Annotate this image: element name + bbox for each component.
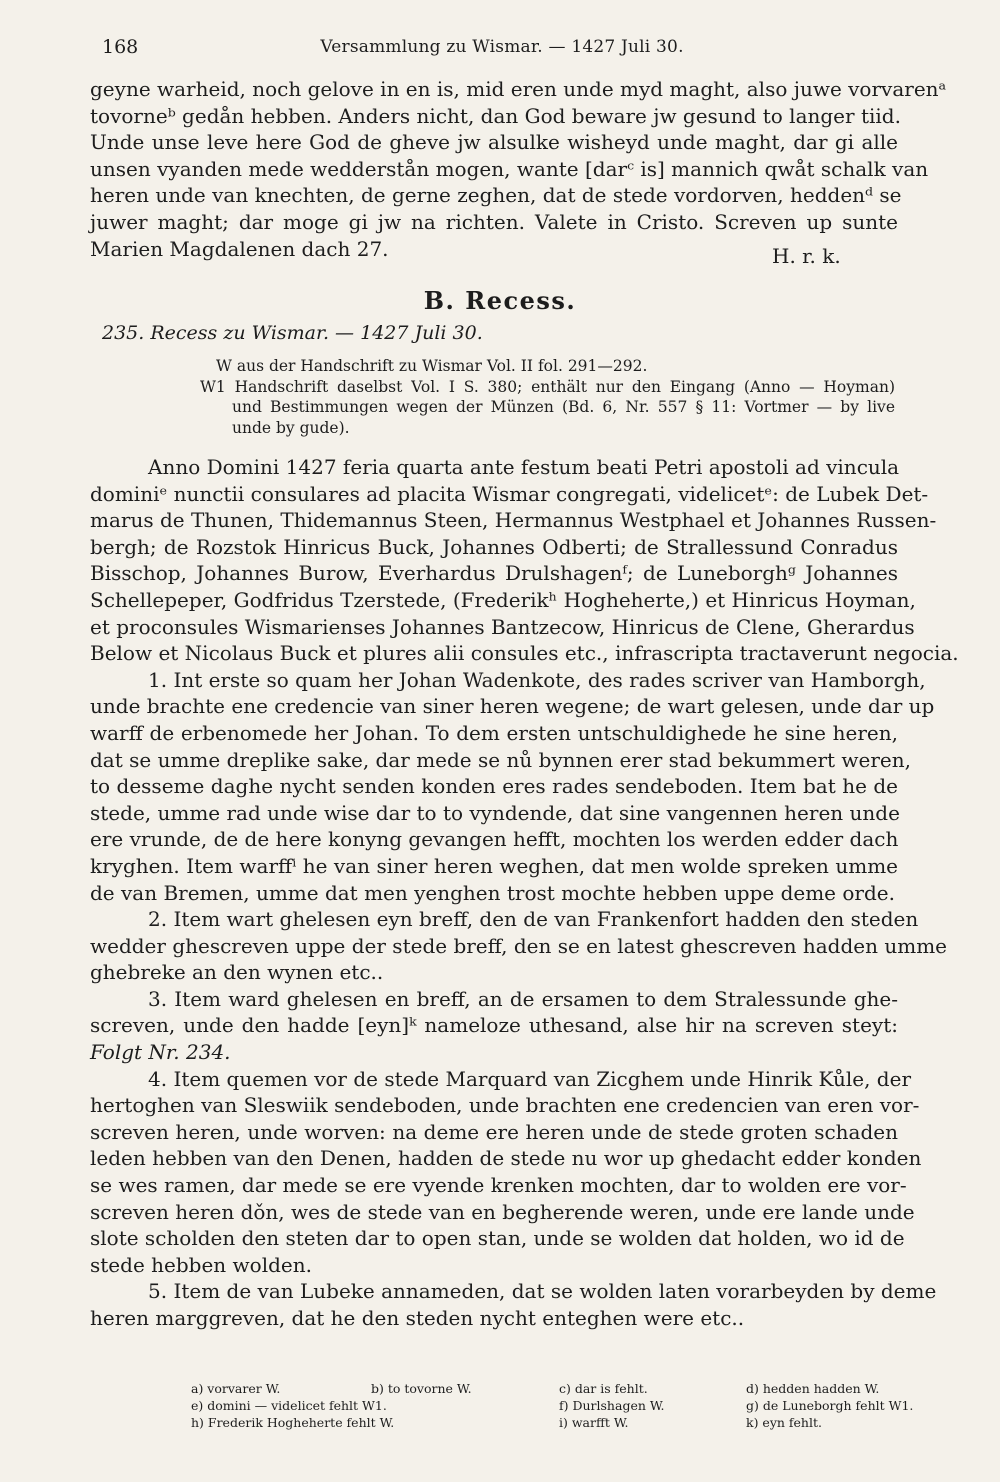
text-line: unde brachte ene credencie van siner heren wegene; de wart gelesen, unde dar up [90,694,935,719]
text-line: 4. Item quemen vor de stede Marquard van Zicghem unde Hinrik Kůle, der [148,1066,912,1091]
footnote-row [191,1397,914,1414]
footnote: e) domini — videlicet fehlt W1. [191,1398,387,1414]
footnote: k) eyn fehlt. [746,1415,822,1431]
footnote: i) warfft W. [559,1415,629,1431]
entry-title: Recess zu Wismar. — 1427 Juli 30. [150,322,483,344]
source-line: W1 Handschrift daselbst Vol. I S. 380; enthält nur den Eingang (Anno — Hoyman) [200,377,895,396]
text-line: 3. Item ward ghelesen en breff, an de ersamen to dem Stralessunde ghe- [148,986,898,1011]
text-line: 2. Item wart ghelesen eyn breff, den de van Frankenfort hadden den steden [148,907,919,932]
text-line: stede hebben wolden. [90,1252,312,1277]
text-line: Folgt Nr. 234. [90,1040,231,1065]
text-line: screven heren, unde worven: na deme ere heren unde de stede groten schaden [90,1119,898,1144]
entry-heading [102,322,483,344]
text-line: Bisschop, Johannes Burow, Everhardus Drulshagenᶠ; de Luneborghᵍ Johannes [90,561,898,586]
footnote: g) de Luneborgh fehlt W1. [746,1398,914,1414]
running-head: Versammlung zu Wismar. — 1427 Juli 30. [320,37,684,57]
text-line: 5. Item de van Lubeke annameden, dat se wolden laten vorarbeyden by deme [148,1279,937,1304]
text-line: Anno Domini 1427 feria quarta ante festum beati Petri apostoli ad vincula [148,455,900,479]
source-line: unde by gude). [232,418,350,437]
section-heading: B. Recess. [423,286,577,315]
footnote: a) vorvarer W. [191,1381,281,1396]
text-line: hertoghen van Sleswiik sendeboden, unde brachten ene credencien van eren vor- [90,1093,920,1118]
text-line: kryghen. Item warffⁱ he van siner heren weghen, dat men wolde spreken umme [90,853,898,878]
text-line: se wes ramen, dar mede se ere vyende krenken mochten, dar to wolden ere vor- [90,1173,907,1198]
text-line: warff de erbenomede her Johan. To dem ersten untschuldighede he sine heren, [90,720,898,745]
page-number: 168 [102,36,139,58]
text-line: geyne warheid, noch gelove in en is, mid eren unde myd maght, also juwe vorvarenᵃ [90,77,947,101]
text-line: et proconsules Wismarienses Johannes Bantzecow, Hinricus de Clene, Gherardus [90,614,915,639]
text-line: slote scholden den steten dar to open stan, unde se wolden dat holden, wo id de [90,1226,905,1251]
text-line: marus de Thunen, Thidemannus Steen, Hermannus Westphael et Johannes Russen- [90,508,937,533]
footnote: f) Durlshagen W. [559,1398,665,1414]
source-line: W aus der Handschrift zu Wismar Vol. II fol. 291—292. [216,357,648,375]
signature: H. r. k. [772,244,841,268]
footnote: d) hedden hadden W. [746,1381,880,1396]
text-line: dominiᵉ nunctii consulares ad placita Wismar congregati, videlicetᵉ: de Lubek Det- [90,481,929,506]
text-line: juwer maght; dar moge gi jw na richten. Valete in Cristo. Screven up sunte [90,209,898,234]
footnote-row [191,1380,891,1397]
source-line: und Bestimmungen wegen der Münzen (Bd. 6, Nr. 557 § 11: Vortmer — by live [232,398,895,417]
footnote: h) Frederik Hogheherte fehlt W. [191,1415,395,1431]
footnotes [191,1380,914,1432]
letter-text [90,76,947,262]
text-line: screven, unde den hadde [eyn]ᵏ nameloze uthesand, alse hir na screven steyt: [90,1013,898,1038]
recess-body [90,454,959,1332]
text-line: screven heren dǒn, wes de stede van en begherende weren, unde ere lande unde [90,1199,915,1224]
text-line: dat se umme dreplike sake, dar mede se nů bynnen erer stad bekummert weren, [90,747,911,772]
text-line: bergh; de Rozstok Hinricus Buck, Johannes Odberti; de Strallessund Conradus [90,534,898,559]
text-line: to desseme daghe nycht senden konden eres rades sendeboden. Item bat he de [90,774,898,799]
footnote: b) to tovorne W. [371,1381,472,1396]
text-line: heren unde van knechten, de gerne zeghen, dat de stede vordorven, heddenᵈ se [90,183,902,208]
text-line: wedder ghescreven uppe der stede breff, den se en latest ghescreven hadden umme [90,933,947,958]
text-line: 1. Int erste so quam her Johan Wadenkote, des rades scriver van Hamborgh, [148,667,926,692]
text-line: ere vrunde, de de here konyng gevangen hefft, mochten los werden edder dach [90,827,899,852]
footnote: c) dar is fehlt. [559,1381,648,1396]
source-description [200,356,895,438]
footnote-row [191,1414,891,1431]
text-line: tovorneᵇ gedån hebben. Anders nicht, dan God beware jw gesund to langer tiid. [90,103,901,128]
text-line: Unde unse leve here God de gheve jw alsulke wisheyd unde maght, dar gi alle [90,130,898,155]
entry-number: 235. [102,322,145,344]
text-line: unsen vyanden mede wedderstån mogen, wante [darᶜ is] mannich qwåt schalk van [90,156,929,181]
text-line: ghebreke an den wynen etc.. [90,960,384,985]
text-line: stede, umme rad unde wise dar to to vyndende, dat sine vangennen heren unde [90,800,900,825]
text-line: de van Bremen, umme dat men yenghen trost mochte hebben uppe deme orde. [90,880,895,905]
text-line: leden hebben van den Denen, hadden de stede nu wor up ghedacht edder konden [90,1146,922,1171]
text-line: heren marggreven, dat he den steden nycht enteghen were etc.. [90,1306,745,1330]
text-line: Marien Magdalenen dach 27. [90,236,389,261]
text-line: Schellepeper, Godfridus Tzerstede, (Frederikʰ Hogheherte,) et Hinricus Hoyman, [90,587,916,612]
text-line: Below et Nicolaus Buck et plures alii consules etc., infrascripta tractaverunt negocia. [90,641,959,666]
